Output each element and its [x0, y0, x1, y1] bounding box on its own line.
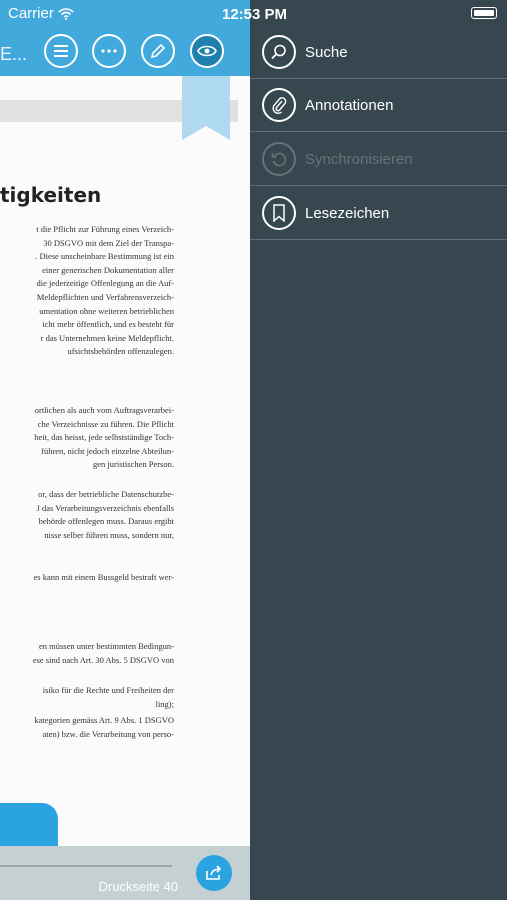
- ellipsis-icon: [101, 49, 117, 53]
- section-heading: tigkeiten: [0, 183, 102, 207]
- sync-icon: [262, 142, 296, 176]
- battery-icon: [471, 7, 497, 19]
- list-icon: [54, 45, 68, 57]
- view-mode-button[interactable]: [190, 34, 224, 68]
- eye-icon: [197, 45, 217, 57]
- paragraph: isiko für die Rechte und Freiheiten der ling);: [42, 685, 174, 709]
- document-title[interactable]: E...: [0, 44, 28, 64]
- wifi-icon: [58, 8, 74, 20]
- annotate-button[interactable]: [141, 34, 175, 68]
- menu-item-label: Annotationen: [305, 96, 394, 114]
- paragraph: or, dass der betriebliche Datenschutzbe- J das Verarbeitungsverzeichnis ebenfalls behörde offenlegen muss. Daraus ergibt nisse selber führen muss, sondern nur,: [36, 489, 174, 540]
- document-view[interactable]: [0, 0, 250, 900]
- paragraph: ortlichen als auch vom Auftragsverarbei- che Verzeichnisse zu führen. Die Pflicht heit, das heisst, jede selbstständige Toch- führen, nicht jedoch einzelne Abteilun- gen juristischen Person.: [34, 405, 174, 470]
- status-time: 12:53 PM: [222, 6, 288, 23]
- toc-button[interactable]: [44, 34, 78, 68]
- menu-item-sync[interactable]: [250, 133, 507, 186]
- paragraph: en müssen unter bestimmten Bedingun- ese sind nach Art. 30 Abs. 5 DSGVO von: [32, 641, 174, 665]
- bookmark-ribbon[interactable]: [182, 76, 230, 140]
- page-number-label: Druckseite 40: [98, 879, 178, 894]
- menu-item-label: Synchronisieren: [305, 150, 413, 168]
- menu-item-label: Lesezeichen: [305, 204, 390, 222]
- paragraph: kategorien gemäss Art. 9 Abs. 1 DSGVO aten) bzw. die Verarbeitung von perso-: [34, 715, 174, 739]
- more-button[interactable]: [92, 34, 126, 68]
- share-button[interactable]: [196, 855, 232, 891]
- bookmark-icon: [262, 196, 296, 230]
- paragraph: t die Pflicht zur Führung eines Verzeich- 30 DSGVO mit dem Ziel der Transpa- . Diese unscheinbare Bestimmung ist ein einer generischen Dokumentation aller die jederzeitige Offenlegung an die Auf- Meldepflichten und Verfahrensverzeich- umentation ohne weiteren betrieblichen icht mehr öffentlich, und es besteht für r das Unternehmen keine Meldepflicht. ufsichtsbehörden offenzulegen.: [35, 224, 174, 357]
- menu-item-label: Suche: [305, 43, 348, 61]
- search-icon: [262, 35, 296, 69]
- paperclip-icon: [262, 88, 296, 122]
- menu-item-annotations[interactable]: [250, 79, 507, 132]
- pencil-icon: [150, 43, 166, 59]
- page-tab[interactable]: [0, 803, 58, 847]
- status-carrier: Carrier: [8, 5, 74, 22]
- menu-item-bookmarks[interactable]: [250, 187, 507, 240]
- paragraph: es kann mit einem Bussgeld bestraft wer-: [33, 572, 174, 582]
- page-progress-bar[interactable]: [0, 865, 172, 867]
- menu-item-search[interactable]: [250, 26, 507, 79]
- share-icon: [205, 865, 223, 881]
